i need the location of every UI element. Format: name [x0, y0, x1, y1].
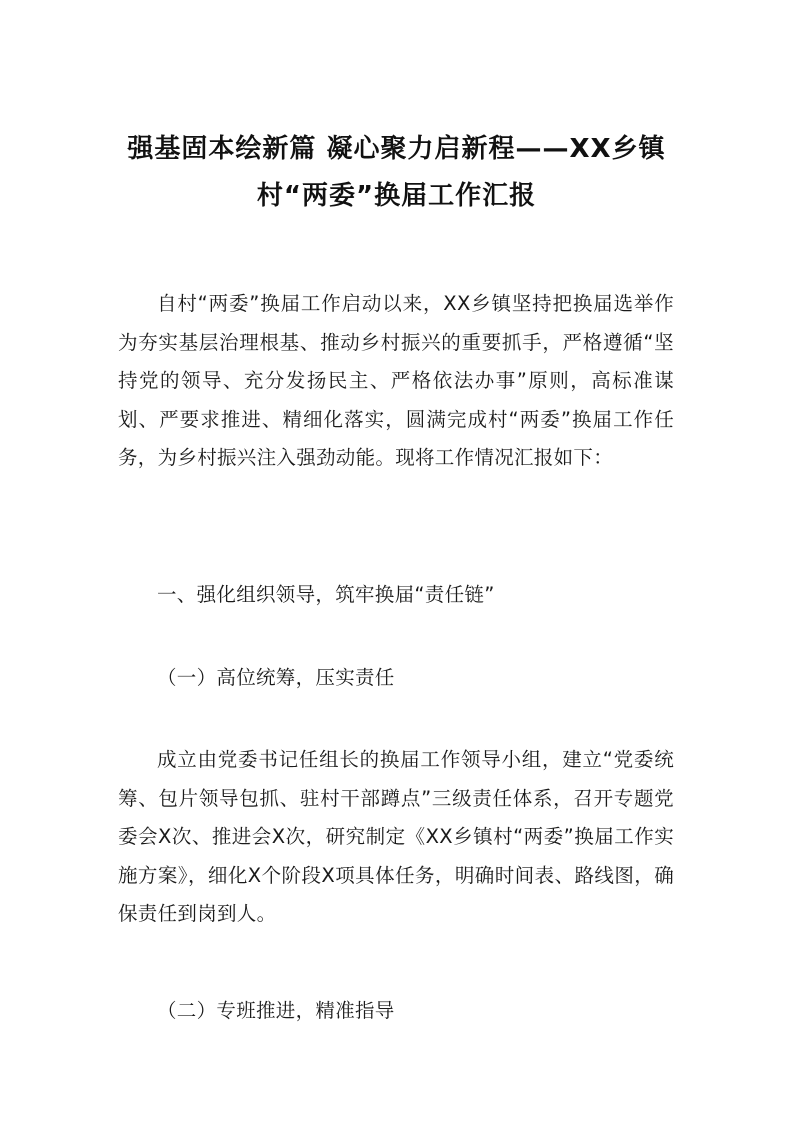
- document-title: 强基固本绘新篇 凝心聚力启新程——XX乡镇村“两委”换届工作汇报: [127, 134, 666, 211]
- subsection-heading-2: （二）专班推进，精准指导: [157, 999, 395, 1022]
- subsection-1-paragraph: 成立由党委书记任组长的换届工作领导小组，建立“党委统筹、包片领导包抓、驻村干部蹲点”三级责任体系，召开专题党委会X次、推进会X次，研究制定《XX乡镇村“两委”换届工作实施方案》，细化X个阶段X项具体任务，明确时间表、路线图，确保责任到岗到人。: [118, 748, 674, 925]
- intro-paragraph: 自村“两委”换届工作启动以来，XX乡镇坚持把换届选举作为夯实基层治理根基、推动乡村振兴的重要抓手，严格遵循“坚持党的领导、充分发扬民主、严格依法办事”原则，高标准谋划、严要求推进、精细化落实，圆满完成村“两委”换届工作任务，为乡村振兴注入强劲动能。现将工作情况汇报如下：: [118, 292, 674, 469]
- subsection-heading-1: （一）高位统筹，压实责任: [157, 666, 395, 689]
- section-heading-1: 一、强化组织领导，筑牢换届“责任链”: [157, 583, 495, 606]
